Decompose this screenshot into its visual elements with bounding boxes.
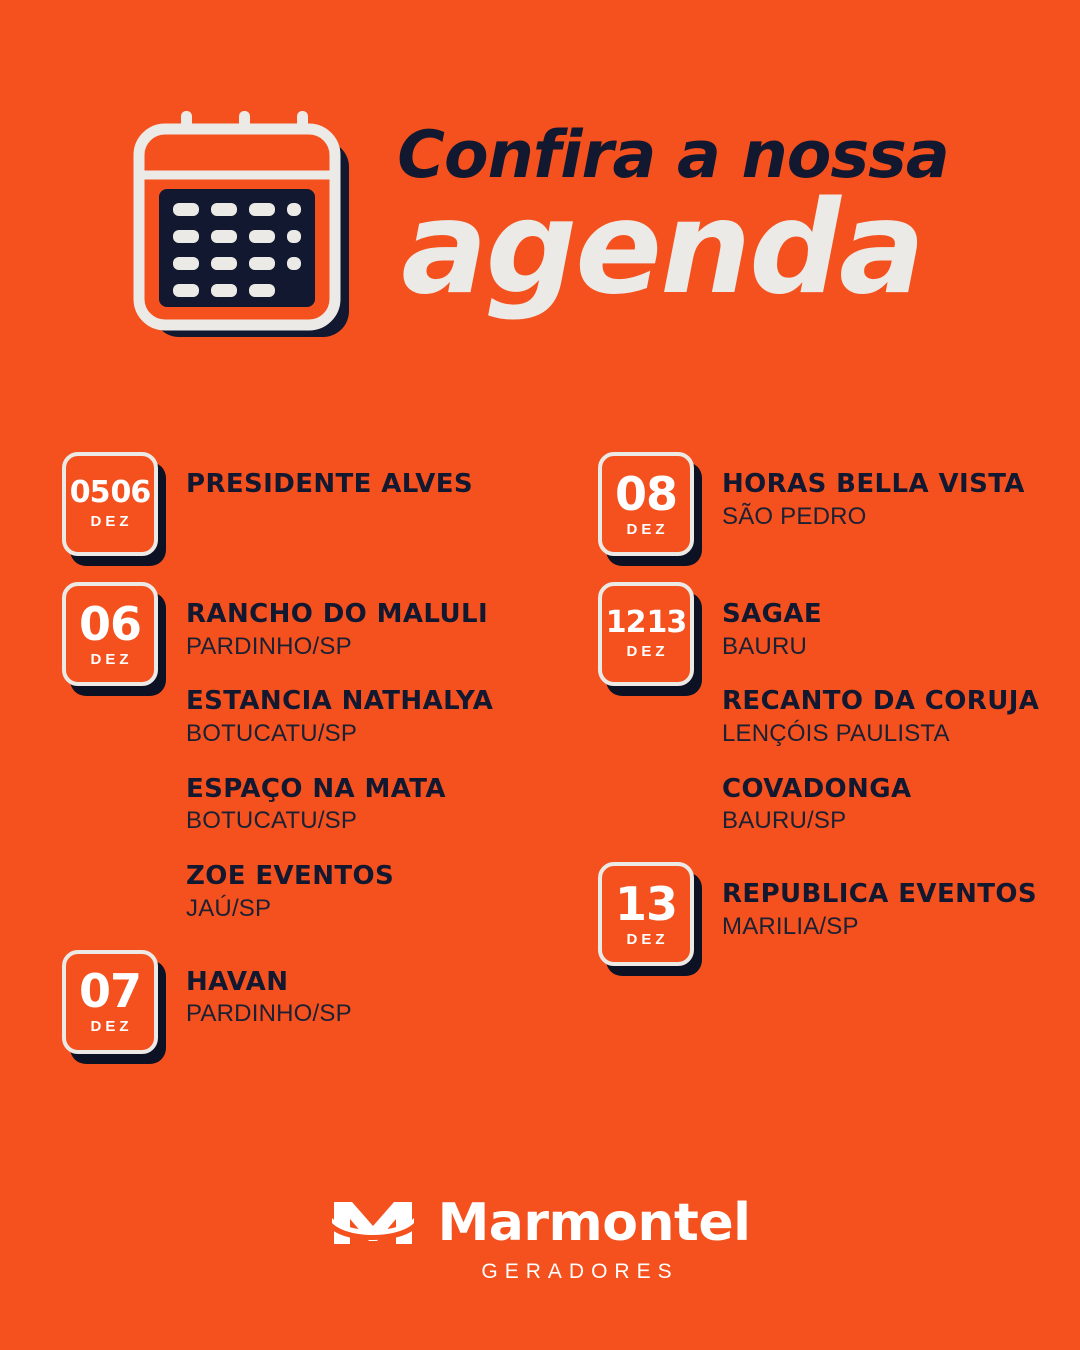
date-badge-face xyxy=(598,452,694,556)
date-badge-face xyxy=(62,950,158,1054)
event-name: HORAS BELLA VISTA xyxy=(722,469,1025,499)
list-item xyxy=(722,880,1062,941)
date-badge-face xyxy=(62,582,158,686)
date-badge xyxy=(62,452,158,556)
headline xyxy=(397,118,949,323)
date-badge-days xyxy=(614,466,677,521)
date-day-alt: 06 xyxy=(110,475,151,510)
date-badge-days xyxy=(614,876,677,931)
event-city: LENÇÓIS PAULISTA xyxy=(722,719,950,747)
agenda-group xyxy=(598,452,1062,556)
brand-name: Marmontel xyxy=(437,1193,751,1253)
event-name: RECANTO DA CORUJA xyxy=(722,686,1040,717)
agenda-column-right xyxy=(540,452,1080,1080)
list-item xyxy=(722,470,1062,531)
event-name: COVADONGA xyxy=(722,773,912,804)
event-list xyxy=(722,452,1062,531)
list-item xyxy=(186,775,522,836)
list-item xyxy=(186,862,522,923)
date-month: DEZ xyxy=(90,513,133,530)
event-name: PRESIDENTE ALVES xyxy=(186,469,474,499)
list-item xyxy=(186,687,522,748)
list-item xyxy=(186,968,522,1029)
date-badge-face xyxy=(62,452,158,556)
event-name: ZOE EVENTOS xyxy=(186,861,395,892)
event-name: ESTANCIA NATHALYA xyxy=(186,686,494,717)
date-badge-face xyxy=(598,582,694,686)
date-badge-days xyxy=(605,605,687,640)
date-badge xyxy=(598,862,694,966)
date-day: 12 xyxy=(605,605,646,640)
date-day: 13 xyxy=(614,876,677,931)
event-list xyxy=(186,452,522,499)
date-month: DEZ xyxy=(90,1018,133,1036)
list-item xyxy=(186,470,522,499)
agenda-group xyxy=(598,582,1062,836)
agenda-columns xyxy=(0,452,1080,1080)
event-city: PARDINHO/SP xyxy=(186,1000,352,1028)
agenda-column-left xyxy=(0,452,540,1080)
calendar-icon xyxy=(131,103,363,343)
event-city: JAÚ/SP xyxy=(186,894,272,922)
date-month: DEZ xyxy=(626,930,669,948)
event-city: BOTUCATU/SP xyxy=(186,719,358,747)
date-badge xyxy=(62,582,158,686)
date-month: DEZ xyxy=(626,643,669,660)
event-name: REPUBLICA EVENTOS xyxy=(722,879,1038,910)
date-badge-days xyxy=(78,964,141,1019)
date-month: DEZ xyxy=(626,520,669,538)
event-list xyxy=(722,862,1062,941)
event-list xyxy=(722,582,1062,836)
date-badge xyxy=(598,582,694,686)
date-day: 05 xyxy=(69,475,110,510)
date-month: DEZ xyxy=(90,650,133,668)
agenda-group xyxy=(62,452,522,556)
date-badge-days xyxy=(78,596,141,651)
event-name: SAGAE xyxy=(722,599,823,629)
event-city: BOTUCATU/SP xyxy=(186,807,358,835)
headline-line-1: Confira a nossa xyxy=(397,118,949,193)
agenda-group xyxy=(62,950,522,1054)
event-name: HAVAN xyxy=(186,966,289,997)
date-day: 08 xyxy=(614,466,677,521)
date-day-alt: 13 xyxy=(646,605,687,640)
date-day: 07 xyxy=(78,964,141,1019)
headline-line-2: agenda xyxy=(401,174,924,323)
date-day: 06 xyxy=(78,596,141,651)
event-city: SÃO PEDRO xyxy=(722,502,867,530)
event-name: RANCHO DO MALULI xyxy=(186,599,489,629)
event-list xyxy=(186,582,522,924)
event-name: ESPAÇO NA MATA xyxy=(186,773,446,804)
event-city: PARDINHO/SP xyxy=(186,632,352,660)
list-item xyxy=(186,600,522,661)
list-item xyxy=(722,600,1062,661)
poster-header xyxy=(0,95,1080,375)
agenda-group xyxy=(62,582,522,924)
event-list xyxy=(186,950,522,1029)
event-city: MARILIA/SP xyxy=(722,912,859,940)
logo xyxy=(330,1192,751,1254)
marmontel-logo-icon xyxy=(330,1192,416,1254)
list-item xyxy=(722,687,1062,748)
date-badge xyxy=(598,452,694,556)
poster-footer xyxy=(0,1192,1080,1284)
agenda-group xyxy=(598,862,1062,966)
date-badge-days xyxy=(69,475,151,510)
date-badge xyxy=(62,950,158,1054)
event-city: BAURU/SP xyxy=(722,807,847,835)
date-badge-face xyxy=(598,862,694,966)
brand-tagline: GERADORES xyxy=(481,1260,679,1283)
list-item xyxy=(722,775,1062,836)
event-city: BAURU xyxy=(722,632,808,660)
